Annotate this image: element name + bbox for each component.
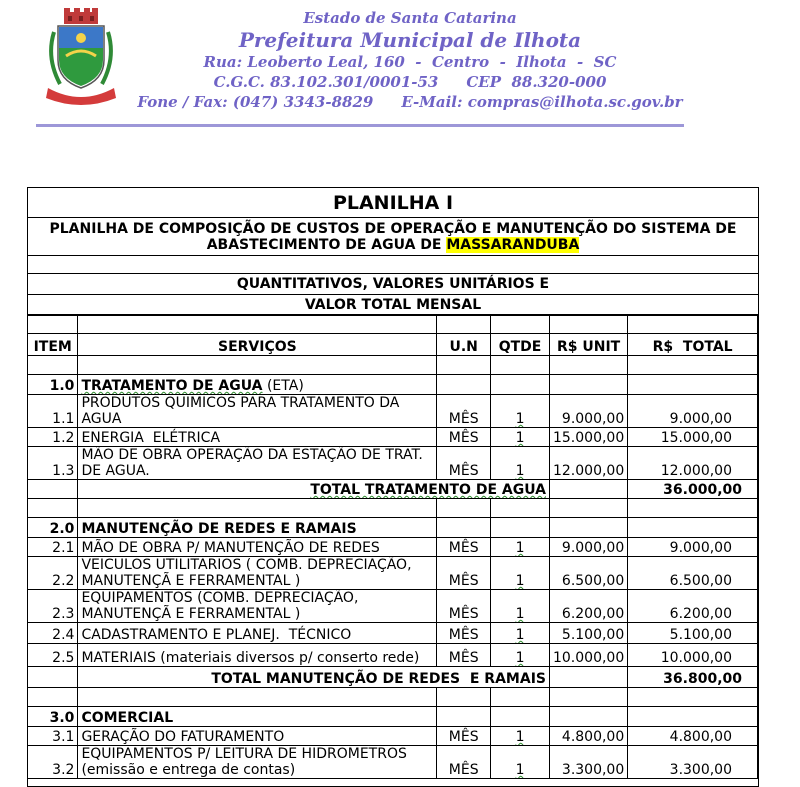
quantity: 1 — [491, 746, 550, 779]
section-title: MANUTENÇÃO DE REDES E RAMAIS — [78, 518, 437, 538]
col-qtde: QTDE — [491, 334, 550, 356]
item-number: 2.4 — [28, 623, 78, 644]
item-number: 3.2 — [28, 746, 78, 779]
unit-price: 4.800,00 — [549, 727, 627, 746]
phone-fax: Fone / Fax: (047) 3343-8829 — [137, 93, 374, 111]
unit-measure: MÊS — [437, 644, 491, 667]
cgc-number: C.G.C. 83.102.301/0001-53 — [213, 73, 439, 91]
section-total-label: TOTAL TRATAMENTO DE AGUA — [78, 480, 550, 499]
total-price: 9.000,00 — [628, 538, 758, 557]
unit-price: 15.000,00 — [549, 428, 627, 447]
service-description: MÃO DE OBRA P/ MANUTENÇÃO DE REDES — [78, 538, 437, 557]
letterhead — [0, 0, 800, 135]
table-row — [28, 447, 758, 480]
column-header-row — [28, 334, 758, 356]
unit-price: 6.500,00 — [549, 557, 627, 590]
total-price: 3.300,00 — [628, 746, 758, 779]
section-total-value: 36.000,00 — [628, 480, 758, 499]
unit-price: 3.300,00 — [549, 746, 627, 779]
cost-table — [28, 315, 758, 779]
unit-measure: MÊS — [437, 447, 491, 480]
unit-measure: MÊS — [437, 746, 491, 779]
service-description: GERAÇÃO DO FATURAMENTO — [78, 727, 437, 746]
service-description: VEICULOS UTILITARIOS ( COMB. DEPRECIAÇÃO, MANUTENÇÃ E FERRAMENTAL ) — [78, 557, 437, 590]
section-number: 1.0 — [28, 375, 78, 395]
prefecture-name: Prefeitura Municipal de Ilhota — [238, 28, 582, 52]
total-price: 9.000,00 — [628, 395, 758, 428]
item-number: 1.1 — [28, 395, 78, 428]
item-number: 1.3 — [28, 447, 78, 480]
item-number: 2.2 — [28, 557, 78, 590]
col-total: R$ TOTAL — [628, 334, 758, 356]
item-number: 1.2 — [28, 428, 78, 447]
total-price: 6.500,00 — [628, 557, 758, 590]
unit-measure: MÊS — [437, 727, 491, 746]
total-price: 15.000,00 — [628, 428, 758, 447]
unit-measure: MÊS — [437, 590, 491, 623]
municipal-coat-of-arms-icon — [44, 8, 118, 112]
unit-measure: MÊS — [437, 428, 491, 447]
monthly-total-heading: VALOR TOTAL MENSAL — [28, 295, 758, 315]
item-number: 2.1 — [28, 538, 78, 557]
unit-price: 5.100,00 — [549, 623, 627, 644]
col-un: U.N — [437, 334, 491, 356]
unit-measure: MÊS — [437, 538, 491, 557]
section-header-row — [28, 375, 758, 395]
unit-measure: MÊS — [437, 557, 491, 590]
table-row — [28, 557, 758, 590]
section-title: TRATAMENTO DE AGUA (ETA) — [78, 375, 437, 395]
registration-line — [130, 72, 690, 92]
total-price: 12.000,00 — [628, 447, 758, 480]
item-number: 3.1 — [28, 727, 78, 746]
unit-price: 12.000,00 — [549, 447, 627, 480]
quantity: 1 — [491, 557, 550, 590]
table-row — [28, 623, 758, 644]
table-row — [28, 590, 758, 623]
section-header-row — [28, 518, 758, 538]
unit-price: 6.200,00 — [549, 590, 627, 623]
table-row — [28, 727, 758, 746]
quantity: 1 — [491, 395, 550, 428]
state-name: Estado de Santa Catarina — [303, 9, 517, 27]
quantities-heading: QUANTITATIVOS, VALORES UNITÁRIOS E — [28, 274, 758, 295]
letterhead-text — [130, 8, 690, 112]
spacer-row — [28, 316, 758, 334]
table-row — [28, 644, 758, 667]
section-total-row — [28, 667, 758, 688]
quantity: 1 — [491, 727, 550, 746]
service-description: EQUIPAMENTOS P/ LEITURA DE HIDROMETROS (emissão e entrega de contas) — [78, 746, 437, 779]
spacer-row — [28, 256, 758, 274]
service-description: CADASTRAMENTO E PLANEJ. TÉCNICO — [78, 623, 437, 644]
section-total-label: TOTAL MANUTENÇÃO DE REDES E RAMAIS — [78, 667, 550, 688]
address-line: Rua: Leoberto Leal, 160 - Centro - Ilhota - SC — [203, 53, 617, 71]
quantity: 1 — [491, 538, 550, 557]
sheet-title: PLANILHA I — [28, 188, 758, 218]
unit-price: 10.000,00 — [549, 644, 627, 667]
spacer-row — [28, 499, 758, 518]
total-price: 5.100,00 — [628, 623, 758, 644]
section-number: 3.0 — [28, 707, 78, 727]
table-row — [28, 395, 758, 428]
service-description: PRODUTOS QUIMICOS PARA TRATAMENTO DA AGUA — [78, 395, 437, 428]
unit-price: 9.000,00 — [549, 395, 627, 428]
unit-measure: MÊS — [437, 623, 491, 644]
quantity: 1 — [491, 590, 550, 623]
service-description: ENERGIA ELÉTRICA — [78, 428, 437, 447]
quantity: 1 — [491, 623, 550, 644]
service-description: EQUIPAMENTOS (COMB. DEPRECIAÇÃO, MANUTENÇÃ E FERRAMENTAL ) — [78, 590, 437, 623]
cep-number: CEP 88.320-000 — [466, 73, 607, 91]
total-price: 6.200,00 — [628, 590, 758, 623]
unit-measure: MÊS — [437, 395, 491, 428]
spacer-row — [28, 688, 758, 707]
item-number: 2.5 — [28, 644, 78, 667]
col-servicos: SERVIÇOS — [78, 334, 437, 356]
letterhead-divider — [36, 124, 684, 127]
section-total-value: 36.800,00 — [628, 667, 758, 688]
table-row — [28, 538, 758, 557]
contact-line — [130, 92, 690, 112]
total-price: 10.000,00 — [628, 644, 758, 667]
total-price: 4.800,00 — [628, 727, 758, 746]
col-unit: R$ UNIT — [549, 334, 627, 356]
location-highlight: MASSARANDUBA — [446, 237, 580, 253]
unit-price: 9.000,00 — [549, 538, 627, 557]
table-row — [28, 746, 758, 779]
quantity: 1 — [491, 428, 550, 447]
col-item: ITEM — [28, 334, 78, 356]
cost-sheet — [27, 187, 759, 787]
table-row — [28, 428, 758, 447]
sheet-subtitle: PLANILHA DE COMPOSIÇÃO DE CUSTOS DE OPERAÇÃO E MANUTENÇÃO DO SISTEMA DE ABASTECIMENTO DE AGUA DE MASSARANDUBA — [28, 218, 758, 256]
quantity: 1 — [491, 644, 550, 667]
quantity: 1 — [491, 447, 550, 480]
item-number: 2.3 — [28, 590, 78, 623]
service-description: MATERIAIS (materiais diversos p/ conserto rede) — [78, 644, 437, 667]
section-header-row — [28, 707, 758, 727]
section-title: COMERCIAL — [78, 707, 437, 727]
email-address: E-Mail: compras@ilhota.sc.gov.br — [401, 93, 683, 111]
service-description: MÃO DE OBRA OPERAÇÃO DA ESTAÇÃO DE TRAT. DE AGUA. — [78, 447, 437, 480]
spacer-row — [28, 356, 758, 375]
section-total-row — [28, 480, 758, 499]
section-number: 2.0 — [28, 518, 78, 538]
